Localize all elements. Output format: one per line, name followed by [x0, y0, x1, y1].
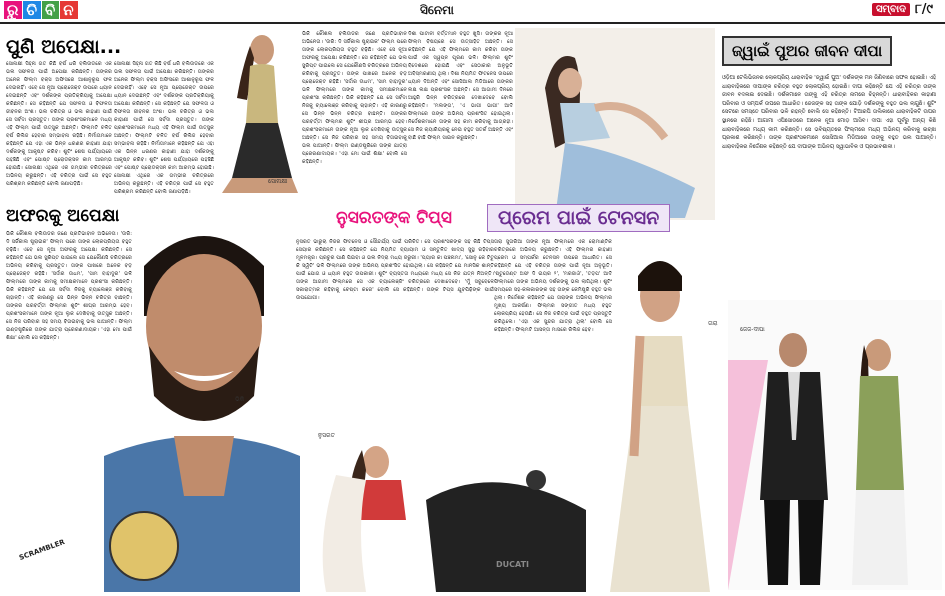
article-body: ତାରା ସୁତାରିଆ ତାଙ୍କ ନୂଆ ଫିଲ୍ମରେ ଏକ ରୋମାଣ୍ଟିକ ଚରିତ୍ରରେ ଅଭିନୟ କରୁଛନ୍ତି। ଏହି ଫିଲ୍ମର କାହାଣୀ ପ୍ରେମ ଓ ସମ୍ପର୍କର ଟେନସନ ଉପରେ ଆଧାରିତ। ସେ କହିଛନ୍ତି ଯେ ଏହି ଚରିତ୍ର ତାଙ୍କ ପାଇଁ ନୂଆ ଅନୁଭୂତି। 'ଷ୍ଟୁଡେଣ୍ଟ ଅଫ ଦି ଇୟର ୨', 'ମରଜାଓଁ', 'ତଡ଼ପ' ଆଦି ଫିଲ୍ମରେ ତାଙ୍କ ଅଭିନୟ ଦର୍ଶକଙ୍କୁ ଭଲ ଲାଗିଥିଲା। ଶୁଟିଂ ସମୟରେ ସହ-କଳାକାରଙ୍କ ସହ ତାଙ୍କ କେମିଷ୍ଟ୍ରି ବହୁତ ଭଲ ଥିଲା। ନିର୍ଦ୍ଦେଶକ କହିଛନ୍ତି ଯେ ତାରାଙ୍କ ଅଭିନୟ ଫିଲ୍ମର ମୁଖ୍ୟ ଆକର୍ଷଣ। ଫିଲ୍ମର ସଙ୍ଗୀତ ମଧ୍ୟ ବହୁତ ଲୋକପ୍ରିୟ ହେଉଛି। ସେ ନିଜ ଚରିତ୍ର ପାଇଁ ବହୁତ ପ୍ରସ୍ତୁତି କରିଥିଲେ। 'ଏହା ଏକ ସୁନ୍ଦର ଯାତ୍ରା ଥିଲା' ବୋଲି ସେ କହିଛନ୍ତି। ଫିଲ୍ମଟି ଆସନ୍ତା ମାସରେ ରିଲିଜ ହେବ।	[494, 239, 612, 333]
photo-caption: ନୁସରତ	[318, 432, 335, 439]
photo-caption: ଭିକି	[235, 396, 245, 403]
logo-letter: ବି	[42, 1, 59, 19]
article-headline: ପ୍ରେମ ପାଇଁ ଟେନସନ	[487, 204, 670, 232]
article-body: ସୋନାକ୍ଷୀ ସିହ୍ନା ଗତ କିଛି ବର୍ଷ ଧରି ବଲିଉଡରେ ଏକ ଭଲ ସଫଳତା ପାଇଁ ଅପେକ୍ଷା କରିଛନ୍ତି। ତାଙ୍କର ଅନେକ ଫିଲ୍ମ ବକ୍ସ ଅଫିସରେ ଆଶାନୁରୂପ ଫଳ ଦେଇନାହିଁ। ଏବେ ସେ ନୂଆ ପ୍ରୋଜେକ୍ଟ ଉପରେ ଧ୍ୟାନ ଦେଇଛନ୍ତି ଏବଂ ଦର୍ଶକଙ୍କ ପ୍ରତିକ୍ରିୟାକୁ ଅପେକ୍ଷା କରିଛନ୍ତି। ସେ କହିଛନ୍ତି ଯେ ସଫଳତା ଓ ବିଫଳତା ଜୀବନର ଅଂଶ। ଭଲ ଚରିତ୍ର ଓ ଭଲ କାହାଣୀ ପାଇଁ ସେ ସର୍ବଦା ପ୍ରସ୍ତୁତ। ତାଙ୍କ ପ୍ରଶଂସକମାନେ ମଧ୍ୟ ଏହି ଫିଲ୍ମ ପାଇଁ ଉତ୍ସୁକ ଅଛନ୍ତି। ଫିଲ୍ମଟି ଚଳିତ ବର୍ଷ ରିଲିଜ ହେବାର ସମ୍ଭାବନା ରହିଛି। ନିର୍ମାତାମାନେ କହିଛନ୍ତି ଯେ ଏହା ଏକ ଭିନ୍ନ ଧରଣର କାହାଣୀ ଯାହା ଦର୍ଶକଙ୍କୁ ଆକୃଷ୍ଟ କରିବ। ଶୁଟିଂ ଶେଷ ପର୍ଯ୍ୟାୟରେ ପହଞ୍ଚିଛି ଏବଂ ପୋଷ୍ଟ ପ୍ରୋଡକ୍ସନ କାମ ଆରମ୍ଭ ହୋଇଛି। ସୋନାକ୍ଷୀ ଏଥିରେ ଏକ ଗମ୍ଭୀର ଚରିତ୍ରରେ ଅଭିନୟ କରୁଛନ୍ତି। ଏହି ଚରିତ୍ର ପାଇଁ ସେ ବହୁତ ପରିଶ୍ରମ କରିଛନ୍ତି ବୋଲି ଜଣାପଡ଼ିଛି।	[6, 61, 112, 187]
article-headline: ଅଫରକୁ ଅପେକ୍ଷା	[6, 206, 120, 226]
logo-letter: ନ	[60, 1, 77, 19]
article-headline: ନୁସରତଙ୍କ ଟିପ୍ସ	[336, 208, 452, 228]
photo-caption: ତାରା	[708, 320, 718, 327]
section-title: ସିନେମା	[420, 3, 454, 17]
logo-letter: ରୁ	[4, 1, 22, 19]
vicky-photo	[104, 196, 300, 592]
bike-badge-text: SCRAMBLER	[18, 538, 66, 562]
bike-brand-text: DUCATI	[496, 560, 530, 569]
article-headline: ପୁଣି ଅପେକ୍ଷା...	[6, 36, 122, 58]
page-number: ୮/୯	[915, 2, 933, 17]
publication-badge: ସମ୍ବାଦ	[872, 3, 910, 16]
sonakshi-photo	[212, 28, 302, 196]
tara-photo	[590, 236, 728, 592]
photo-caption: ସୋନାକ୍ଷୀ	[268, 178, 288, 185]
jwain-pua-photo	[728, 300, 942, 590]
article-body: ଦିଶା ପାଟାନୀ ବର୍ତ୍ତମାନ ବହୁତ ଖୁସି। ତାଙ୍କର ନୂଆ ଫିଲ୍ମ ବିଷୟରେ ସେ ଉତ୍ସାହିତ ଅଛନ୍ତି। ସେ କହିଛନ୍ତି ଯେ ଏହି ଫିଲ୍ମରେ କାମ କରିବା ତାଙ୍କ ପାଇଁ ଏକ ସ୍ୱପ୍ନ ପୂରଣ ଭଳି। ଫିଲ୍ମର ଶୁଟିଂ ବିଦେଶରେ ହୋଇଛି ଏବଂ ସେଠାକାର ଅନୁଭୂତି ଅବିସ୍ମରଣୀୟ ଥିଲା। ଦିଶା ନିୟମିତ ଫିଟନେସ ଉପରେ ଧ୍ୟାନ ଦିଅନ୍ତି ଏବଂ ସୋସିଆଲ ମିଡିଆରେ ତାଙ୍କର ଲକ୍ଷ ଲକ୍ଷ ପ୍ରଶଂସକ ଅଛନ୍ତି। ସେ ଆଗାମୀ ଦିନରେ ଆହୁରି ଭିନ୍ନ ଚରିତ୍ରରେ ଦେଖାଦେବେ ବୋଲି କହିଛନ୍ତି। 'ମଲଙ୍ଗ', 'ଏ ଭାଗୀ ଭାଗୀ' ଆଦି ଫିଲ୍ମରେ ତାଙ୍କ ଅଭିନୟ ପ୍ରଶଂସିତ ହୋଇଥିଲା। ନିର୍ଦ୍ଦେଶକମାନେ ତାଙ୍କ ସହ କାମ କରିବାକୁ ଆଗ୍ରହୀ। ସେ ନିଜ କ୍ୟାରିୟରକୁ ନେଇ ବହୁତ ସତର୍କ ଅଛନ୍ତି ଏବଂ ବାଛି ବାଛି ଫିଲ୍ମ ସାଇନ କରୁଛନ୍ତି।	[408, 31, 513, 141]
article-body-continued: ଭିକି କୌଶଲ ବଲିଉଡର ଜଣେ ପ୍ରତିଭାବାନ ଅଭିନେତା। 'ଉରି: ଦି ସର୍ଜିକାଲ ଷ୍ଟ୍ରାଇକ' ଫିଲ୍ମ ପରେ ତାଙ୍କ ଲୋକପ୍ରିୟତା ବହୁତ ବଢ଼ିଛି। ଏବେ ସେ ନୂଆ ଅଫରକୁ ଅପେକ୍ଷା କରିଛନ୍ତି। ସେ କହିଛନ୍ତି ଯେ ଭଲ ସ୍କ୍ରିପ୍ଟ ପାଇଲେ ସେ ଯେକୌଣସି ଚରିତ୍ରରେ ଅଭିନୟ କରିବାକୁ ପ୍ରସ୍ତୁତ। ତାଙ୍କ ପାଖରେ ଅନେକ ବଡ଼ ପ୍ରୋଜେକ୍ଟ ରହିଛି। 'ସର୍ଦ୍ଦାର ଉଧମ', 'ସାମ ବାହାଦୁର' ଭଳି ଫିଲ୍ମରେ ତାଙ୍କ କାମକୁ ସମୀକ୍ଷକମାନେ ପ୍ରଶଂସା କରିଛନ୍ତି। ଭିକି କହିଛନ୍ତି ଯେ ସେ ସର୍ବଦା ନିଜକୁ ଚ୍ୟାଲେଞ୍ଜ କରିବାକୁ ଚାହାନ୍ତି। ଏହି କାରଣରୁ ସେ ଭିନ୍ନ ଭିନ୍ନ ଚରିତ୍ର ବାଛନ୍ତି। ତାଙ୍କର ପରବର୍ତ୍ତୀ ଫିଲ୍ମର ଶୁଟିଂ ଶୀଘ୍ର ଆରମ୍ଭ ହେବ। ପ୍ରଶଂସକମାନେ ତାଙ୍କ ନୂଆ ଲୁକ ଦେଖିବାକୁ ଉତ୍ସୁକ ଅଛନ୍ତି। ସେ ନିଜ ପରିବାର ସହ ସମୟ ବିତାଇବାକୁ ଭଲ ପାଆନ୍ତି। ଫିଲ୍ମ ଇଣ୍ଡଷ୍ଟ୍ରିରେ ତାଙ୍କ ଯାତ୍ରା ପ୍ରେରଣାଦାୟକ। 'ଏହା ମୋ ପାଇଁ ଶିକ୍ଷା' ବୋଲି ସେ କହିଛନ୍ତି।	[302, 31, 407, 165]
article-body: ନୁସରତ ଭାରୁଚା ନିଜର ଫିଟନେସ ଓ ସୌନ୍ଦର୍ଯ୍ୟ ପାଇଁ ପରିଚିତ। ସେ ପ୍ରଶଂସକଙ୍କ ସହ କିଛି ଟିପ୍ସ ସେୟାର କରିଛନ୍ତି। ସେ କହିଛନ୍ତି ଯେ ନିୟମିତ ବ୍ୟାୟାମ ଓ ସନ୍ତୁଳିତ ଖାଦ୍ୟ ସୁସ୍ଥ ରହିବାର ମୂଳମନ୍ତ୍ର। ପ୍ରଚୁର ପାଣି ପିଇବା ଓ ଭଲ ନିଦ୍ରା ମଧ୍ୟ ଜରୁରୀ। 'ପ୍ୟାର କା ପଞ୍ଚନାମା', 'ସୋନୁ କେ ଟିଟୁ କି ସ୍ୱିଟି' ଭଳି ଫିଲ୍ମରେ ତାଙ୍କ ଅଭିନୟ ପ୍ରଶଂସିତ ହୋଇଥିଲା। ସେ କହିଛନ୍ତି ଯେ ମାନସିକ ଶାନ୍ତି ପାଇଁ ଯୋଗ ଓ ଧ୍ୟାନ ବହୁତ ଉପକାରୀ। ଶୁଟିଂ ବ୍ୟସ୍ତତା ମଧ୍ୟରେ ମଧ୍ୟ ସେ ନିଜ ଯତ୍ନ ନିଅନ୍ତି। ତାଙ୍କ ଆଗାମୀ ଫିଲ୍ମରେ ସେ ଏକ ଚ୍ୟାଲେଞ୍ଜିଂ ଚରିତ୍ରରେ ଦେଖାଦେବେ। 'ମୁଁ ସବୁବେଳେ ସକାରାତ୍ମକ ରହିବାକୁ ଚେଷ୍ଟା କରେ' ବୋଲି ସେ କହିଛନ୍ତି। ତାଙ୍କ ଟିପ୍ସ ଯୁବପିଢ଼ିଙ୍କ ପାଇଁ ଉପଯୋଗୀ।	[296, 239, 494, 301]
disha-photo	[515, 28, 715, 220]
article-body: ଭିକି କୌଶଲ ବଲିଉଡର ଜଣେ ପ୍ରତିଭାବାନ ଅଭିନେତା। 'ଉରି: ଦି ସର୍ଜିକାଲ ଷ୍ଟ୍ରାଇକ' ଫିଲ୍ମ ପରେ ତାଙ୍କ ଲୋକପ୍ରିୟତା ବହୁତ ବଢ଼ିଛି। ଏବେ ସେ ନୂଆ ଅଫରକୁ ଅପେକ୍ଷା କରିଛନ୍ତି। ସେ କହିଛନ୍ତି ଯେ ଭଲ ସ୍କ୍ରିପ୍ଟ ପାଇଲେ ସେ ଯେକୌଣସି ଚରିତ୍ରରେ ଅଭିନୟ କରିବାକୁ ପ୍ରସ୍ତୁତ। ତାଙ୍କ ପାଖରେ ଅନେକ ବଡ଼ ପ୍ରୋଜେକ୍ଟ ରହିଛି। 'ସର୍ଦ୍ଦାର ଉଧମ', 'ସାମ ବାହାଦୁର' ଭଳି ଫିଲ୍ମରେ ତାଙ୍କ କାମକୁ ସମୀକ୍ଷକମାନେ ପ୍ରଶଂସା କରିଛନ୍ତି। ଭିକି କହିଛନ୍ତି ଯେ ସେ ସର୍ବଦା ନିଜକୁ ଚ୍ୟାଲେଞ୍ଜ କରିବାକୁ ଚାହାନ୍ତି। ଏହି କାରଣରୁ ସେ ଭିନ୍ନ ଭିନ୍ନ ଚରିତ୍ର ବାଛନ୍ତି। ତାଙ୍କର ପରବର୍ତ୍ତୀ ଫିଲ୍ମର ଶୁଟିଂ ଶୀଘ୍ର ଆରମ୍ଭ ହେବ। ପ୍ରଶଂସକମାନେ ତାଙ୍କ ନୂଆ ଲୁକ ଦେଖିବାକୁ ଉତ୍ସୁକ ଅଛନ୍ତି। ସେ ନିଜ ପରିବାର ସହ ସମୟ ବିତାଇବାକୁ ଭଲ ପାଆନ୍ତି। ଫିଲ୍ମ ଇଣ୍ଡଷ୍ଟ୍ରିରେ ତାଙ୍କ ଯାତ୍ରା ପ୍ରେରଣାଦାୟକ। 'ଏହା ମୋ ପାଇଁ ଶିକ୍ଷା' ବୋଲି ସେ କହିଛନ୍ତି।	[6, 231, 132, 341]
article-body-continued: ସୋନାକ୍ଷୀ ସିହ୍ନା ଗତ କିଛି ବର୍ଷ ଧରି ବଲିଉଡରେ ଏକ ଭଲ ସଫଳତା ପାଇଁ ଅପେକ୍ଷା କରିଛନ୍ତି। ତାଙ୍କର ଅନେକ ଫିଲ୍ମ ବକ୍ସ ଅଫିସରେ ଆଶାନୁରୂପ ଫଳ ଦେଇନାହିଁ। ଏବେ ସେ ନୂଆ ପ୍ରୋଜେକ୍ଟ ଉପରେ ଧ୍ୟାନ ଦେଇଛନ୍ତି ଏବଂ ଦର୍ଶକଙ୍କ ପ୍ରତିକ୍ରିୟାକୁ ଅପେକ୍ଷା କରିଛନ୍ତି। ସେ କହିଛନ୍ତି ଯେ ସଫଳତା ଓ ବିଫଳତା ଜୀବନର ଅଂଶ। ଭଲ ଚରିତ୍ର ଓ ଭଲ କାହାଣୀ ପାଇଁ ସେ ସର୍ବଦା ପ୍ରସ୍ତୁତ। ତାଙ୍କ ପ୍ରଶଂସକମାନେ ମଧ୍ୟ ଏହି ଫିଲ୍ମ ପାଇଁ ଉତ୍ସୁକ ଅଛନ୍ତି। ଫିଲ୍ମଟି ଚଳିତ ବର୍ଷ ରିଲିଜ ହେବାର ସମ୍ଭାବନା ରହିଛି। ନିର୍ମାତାମାନେ କହିଛନ୍ତି ଯେ ଏହା ଏକ ଭିନ୍ନ ଧରଣର କାହାଣୀ ଯାହା ଦର୍ଶକଙ୍କୁ ଆକୃଷ୍ଟ କରିବ। ଶୁଟିଂ ଶେଷ ପର୍ଯ୍ୟାୟରେ ପହଞ୍ଚିଛି ଏବଂ ପୋଷ୍ଟ ପ୍ରୋଡକ୍ସନ କାମ ଆରମ୍ଭ ହୋଇଛି। ସୋନାକ୍ଷୀ ଏଥିରେ ଏକ ଗମ୍ଭୀର ଚରିତ୍ରରେ ଅଭିନୟ କରୁଛନ୍ତି। ଏହି ଚରିତ୍ର ପାଇଁ ସେ ବହୁତ ପରିଶ୍ରମ କରିଛନ୍ତି ବୋଲି ଜଣାପଡ଼ିଛି।	[114, 61, 214, 195]
masthead	[0, 0, 945, 24]
section-logo	[4, 1, 79, 19]
article-headline: ଜ୍ୱାଇଁ ପୁଅର ଜୀବନ ଦୀପା	[722, 36, 892, 66]
article-body: ଓଡ଼ିଆ ଟେଲିଭିଜନର ଲୋକପ୍ରିୟ ଧାରାବାହିକ 'ଜ୍ୱାଇଁ ପୁଅ' ଦର୍ଶକଙ୍କ ମନ ଜିଣିବାରେ ସଫଳ ହୋଇଛି। ଏହି ଧାରାବାହିକରେ ଦୀପାଙ୍କ ଚରିତ୍ର ବହୁତ ଲୋକପ୍ରିୟ ହୋଇଛି। ଦୀପା କହିଛନ୍ତି ଯେ ଏହି ଚରିତ୍ର ତାଙ୍କ ଜୀବନ ବଦଳାଇ ଦେଇଛି। ଦର୍ଶକମାନେ ତାଙ୍କୁ ଏହି ଚରିତ୍ର ନାମରେ ଚିହ୍ନନ୍ତି। ଧାରାବାହିକର କାହାଣୀ ପରିବାର ଓ ସମ୍ପର୍କ ଉପରେ ଆଧାରିତ। ଜେଜଙ୍କ ସହ ତାଙ୍କ ଯୋଡ଼ି ଦର୍ଶକଙ୍କୁ ବହୁତ ଭଲ ଲାଗୁଛି। ଶୁଟିଂ ସେଟରେ ସମସ୍ତେ ପରିବାର ଭଳି ରହନ୍ତି ବୋଲି ସେ କହିଛନ୍ତି। ଟିଆରପି ତାଲିକାରେ ଧାରାବାହିକଟି ଉପର ସ୍ଥାନରେ ରହିଛି। ଆଗାମୀ ଏପିସୋଡରେ ଅନେକ ନୂଆ ମୋଡ଼ ଆସିବ। ଦୀପା ଏହା ପୂର୍ବରୁ ଅନ୍ୟ କିଛି ଧାରାବାହିକରେ ମଧ୍ୟ କାମ କରିଛନ୍ତି। ସେ ଭବିଷ୍ୟତରେ ଫିଲ୍ମରେ ମଧ୍ୟ ଅଭିନୟ କରିବାକୁ ଇଚ୍ଛା ପ୍ରକାଶ କରିଛନ୍ତି। ତାଙ୍କ ପ୍ରଶଂସକମାନେ ସୋସିଆଲ ମିଡିଆରେ ତାଙ୍କୁ ବହୁତ ଭଲ ପାଆନ୍ତି। ଧାରାବାହିକର ନିର୍ଦ୍ଦେଶକ କହିଛନ୍ତି ଯେ ଦୀପାଙ୍କ ଅଭିନୟ ସ୍ୱାଭାବିକ ଓ ପ୍ରଭାବଶାଳୀ।	[722, 75, 936, 150]
photo-caption: ଜେଜ-ଦୀପା	[740, 326, 765, 333]
logo-letter: ଚି	[23, 1, 41, 19]
